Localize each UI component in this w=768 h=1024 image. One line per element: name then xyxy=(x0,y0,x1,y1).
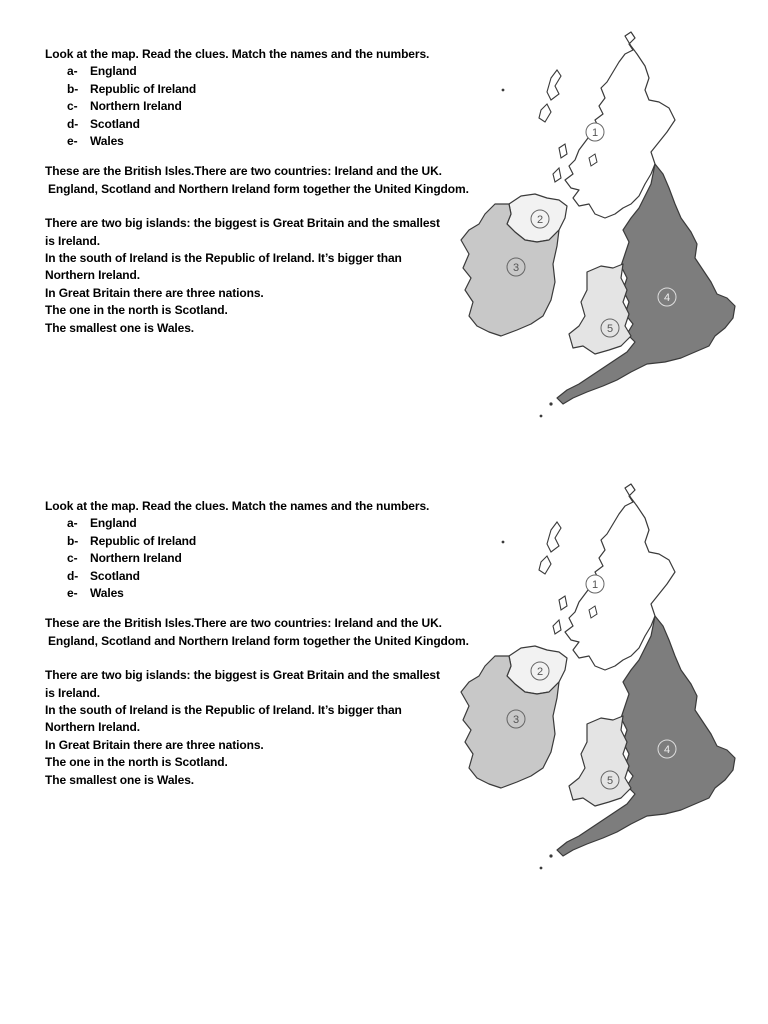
map-label-2 xyxy=(531,662,549,680)
paragraph-line: In Great Britain there are three nations. xyxy=(45,285,264,300)
option-item xyxy=(67,568,485,585)
option-letter: c- xyxy=(67,99,78,114)
paragraph-line: is Ireland. xyxy=(45,233,100,248)
svg-text:5: 5 xyxy=(606,775,614,787)
option-letter: e- xyxy=(67,134,78,149)
option-letter: e- xyxy=(67,586,78,601)
option-item xyxy=(67,533,485,550)
option-item xyxy=(67,133,485,150)
option-item xyxy=(67,550,485,567)
option-letter: b- xyxy=(67,533,79,548)
option-item xyxy=(67,515,485,532)
option-name: Republic of Ireland xyxy=(90,533,197,548)
option-letter: d- xyxy=(67,568,79,583)
map-label-4 xyxy=(658,288,676,306)
option-name: Scotland xyxy=(90,568,140,583)
paragraph-line: Northern Ireland. xyxy=(45,268,140,283)
map-label-4 xyxy=(658,740,676,758)
paragraph-line: is Ireland. xyxy=(45,685,100,700)
paragraph-line: The one in the north is Scotland. xyxy=(45,755,228,770)
option-name: England xyxy=(90,516,137,531)
option-name: Scotland xyxy=(90,116,140,131)
option-name: Wales xyxy=(90,134,124,149)
wales-region xyxy=(569,716,631,806)
option-item xyxy=(67,81,485,98)
paragraph-line: In the south of Ireland is the Republic of Ireland. It’s bigger than xyxy=(45,703,402,718)
option-name: Wales xyxy=(90,586,124,601)
option-letter: b- xyxy=(67,81,79,96)
option-item xyxy=(67,98,485,115)
scotland-isles xyxy=(553,168,561,182)
svg-text:1: 1 xyxy=(591,127,599,139)
scotland-isles xyxy=(539,556,551,574)
svg-text:5: 5 xyxy=(606,323,614,335)
worksheet-top xyxy=(0,0,768,450)
map-label-1 xyxy=(586,575,604,593)
paragraph-line: England, Scotland and Northern Ireland form together the United Kingdom. xyxy=(48,633,469,648)
paragraph-line: There are two big islands: the biggest is Great Britain and the smallest xyxy=(45,216,440,231)
option-item xyxy=(67,63,485,80)
scotland-isles xyxy=(559,596,567,610)
worksheet-bottom xyxy=(0,452,768,902)
svg-text:2: 2 xyxy=(536,666,544,678)
paragraph-line: These are the British Isles.There are two countries: Ireland and the UK. xyxy=(45,616,442,631)
option-letter: d- xyxy=(67,116,79,131)
map-label-2 xyxy=(531,210,549,228)
paragraph-line: England, Scotland and Northern Ireland form together the United Kingdom. xyxy=(48,181,469,196)
paragraph-line: The one in the north is Scotland. xyxy=(45,303,228,318)
svg-text:2: 2 xyxy=(536,214,544,226)
map-label-1 xyxy=(586,123,604,141)
option-name: Republic of Ireland xyxy=(90,81,197,96)
option-letter: a- xyxy=(67,516,78,531)
british-isles-map xyxy=(455,28,745,418)
scotland-isles xyxy=(539,104,551,122)
svg-text:3: 3 xyxy=(512,262,520,274)
wales-region xyxy=(569,264,631,354)
worksheet-text xyxy=(45,498,485,789)
option-name: Northern Ireland xyxy=(90,551,182,566)
worksheet-text xyxy=(45,46,485,337)
map-svg xyxy=(455,28,745,418)
paragraph-line: In the south of Ireland is the Republic of Ireland. It’s bigger than xyxy=(45,251,402,266)
option-letter: c- xyxy=(67,551,78,566)
scotland-isles xyxy=(547,70,561,100)
option-item xyxy=(67,116,485,133)
svg-text:4: 4 xyxy=(663,744,671,756)
svg-text:3: 3 xyxy=(512,714,520,726)
paragraph-line: The smallest one is Wales. xyxy=(45,320,195,335)
paragraph-line: The smallest one is Wales. xyxy=(45,772,195,787)
scotland-isles xyxy=(553,620,561,634)
british-isles-map xyxy=(455,480,745,870)
option-letter: a- xyxy=(67,64,78,79)
paragraph-line: Northern Ireland. xyxy=(45,720,140,735)
options-list xyxy=(45,515,485,602)
map-label-3 xyxy=(507,710,525,728)
paragraph-line: In Great Britain there are three nations. xyxy=(45,737,264,752)
map-label-5 xyxy=(601,319,619,337)
paragraph-line: There are two big islands: the biggest is Great Britain and the smallest xyxy=(45,668,440,683)
option-name: Northern Ireland xyxy=(90,99,182,114)
scotland-isles xyxy=(559,144,567,158)
svg-text:4: 4 xyxy=(663,292,671,304)
map-label-3 xyxy=(507,258,525,276)
paragraph-line: These are the British Isles.There are two countries: Ireland and the UK. xyxy=(45,164,442,179)
option-name: England xyxy=(90,64,137,79)
instruction: Look at the map. Read the clues. Match the names and the numbers. xyxy=(45,499,430,513)
scotland-isles xyxy=(547,522,561,552)
instruction: Look at the map. Read the clues. Match the names and the numbers. xyxy=(45,47,430,61)
svg-text:1: 1 xyxy=(591,579,599,591)
map-svg xyxy=(455,480,745,870)
option-item xyxy=(67,585,485,602)
map-label-5 xyxy=(601,771,619,789)
options-list xyxy=(45,63,485,150)
